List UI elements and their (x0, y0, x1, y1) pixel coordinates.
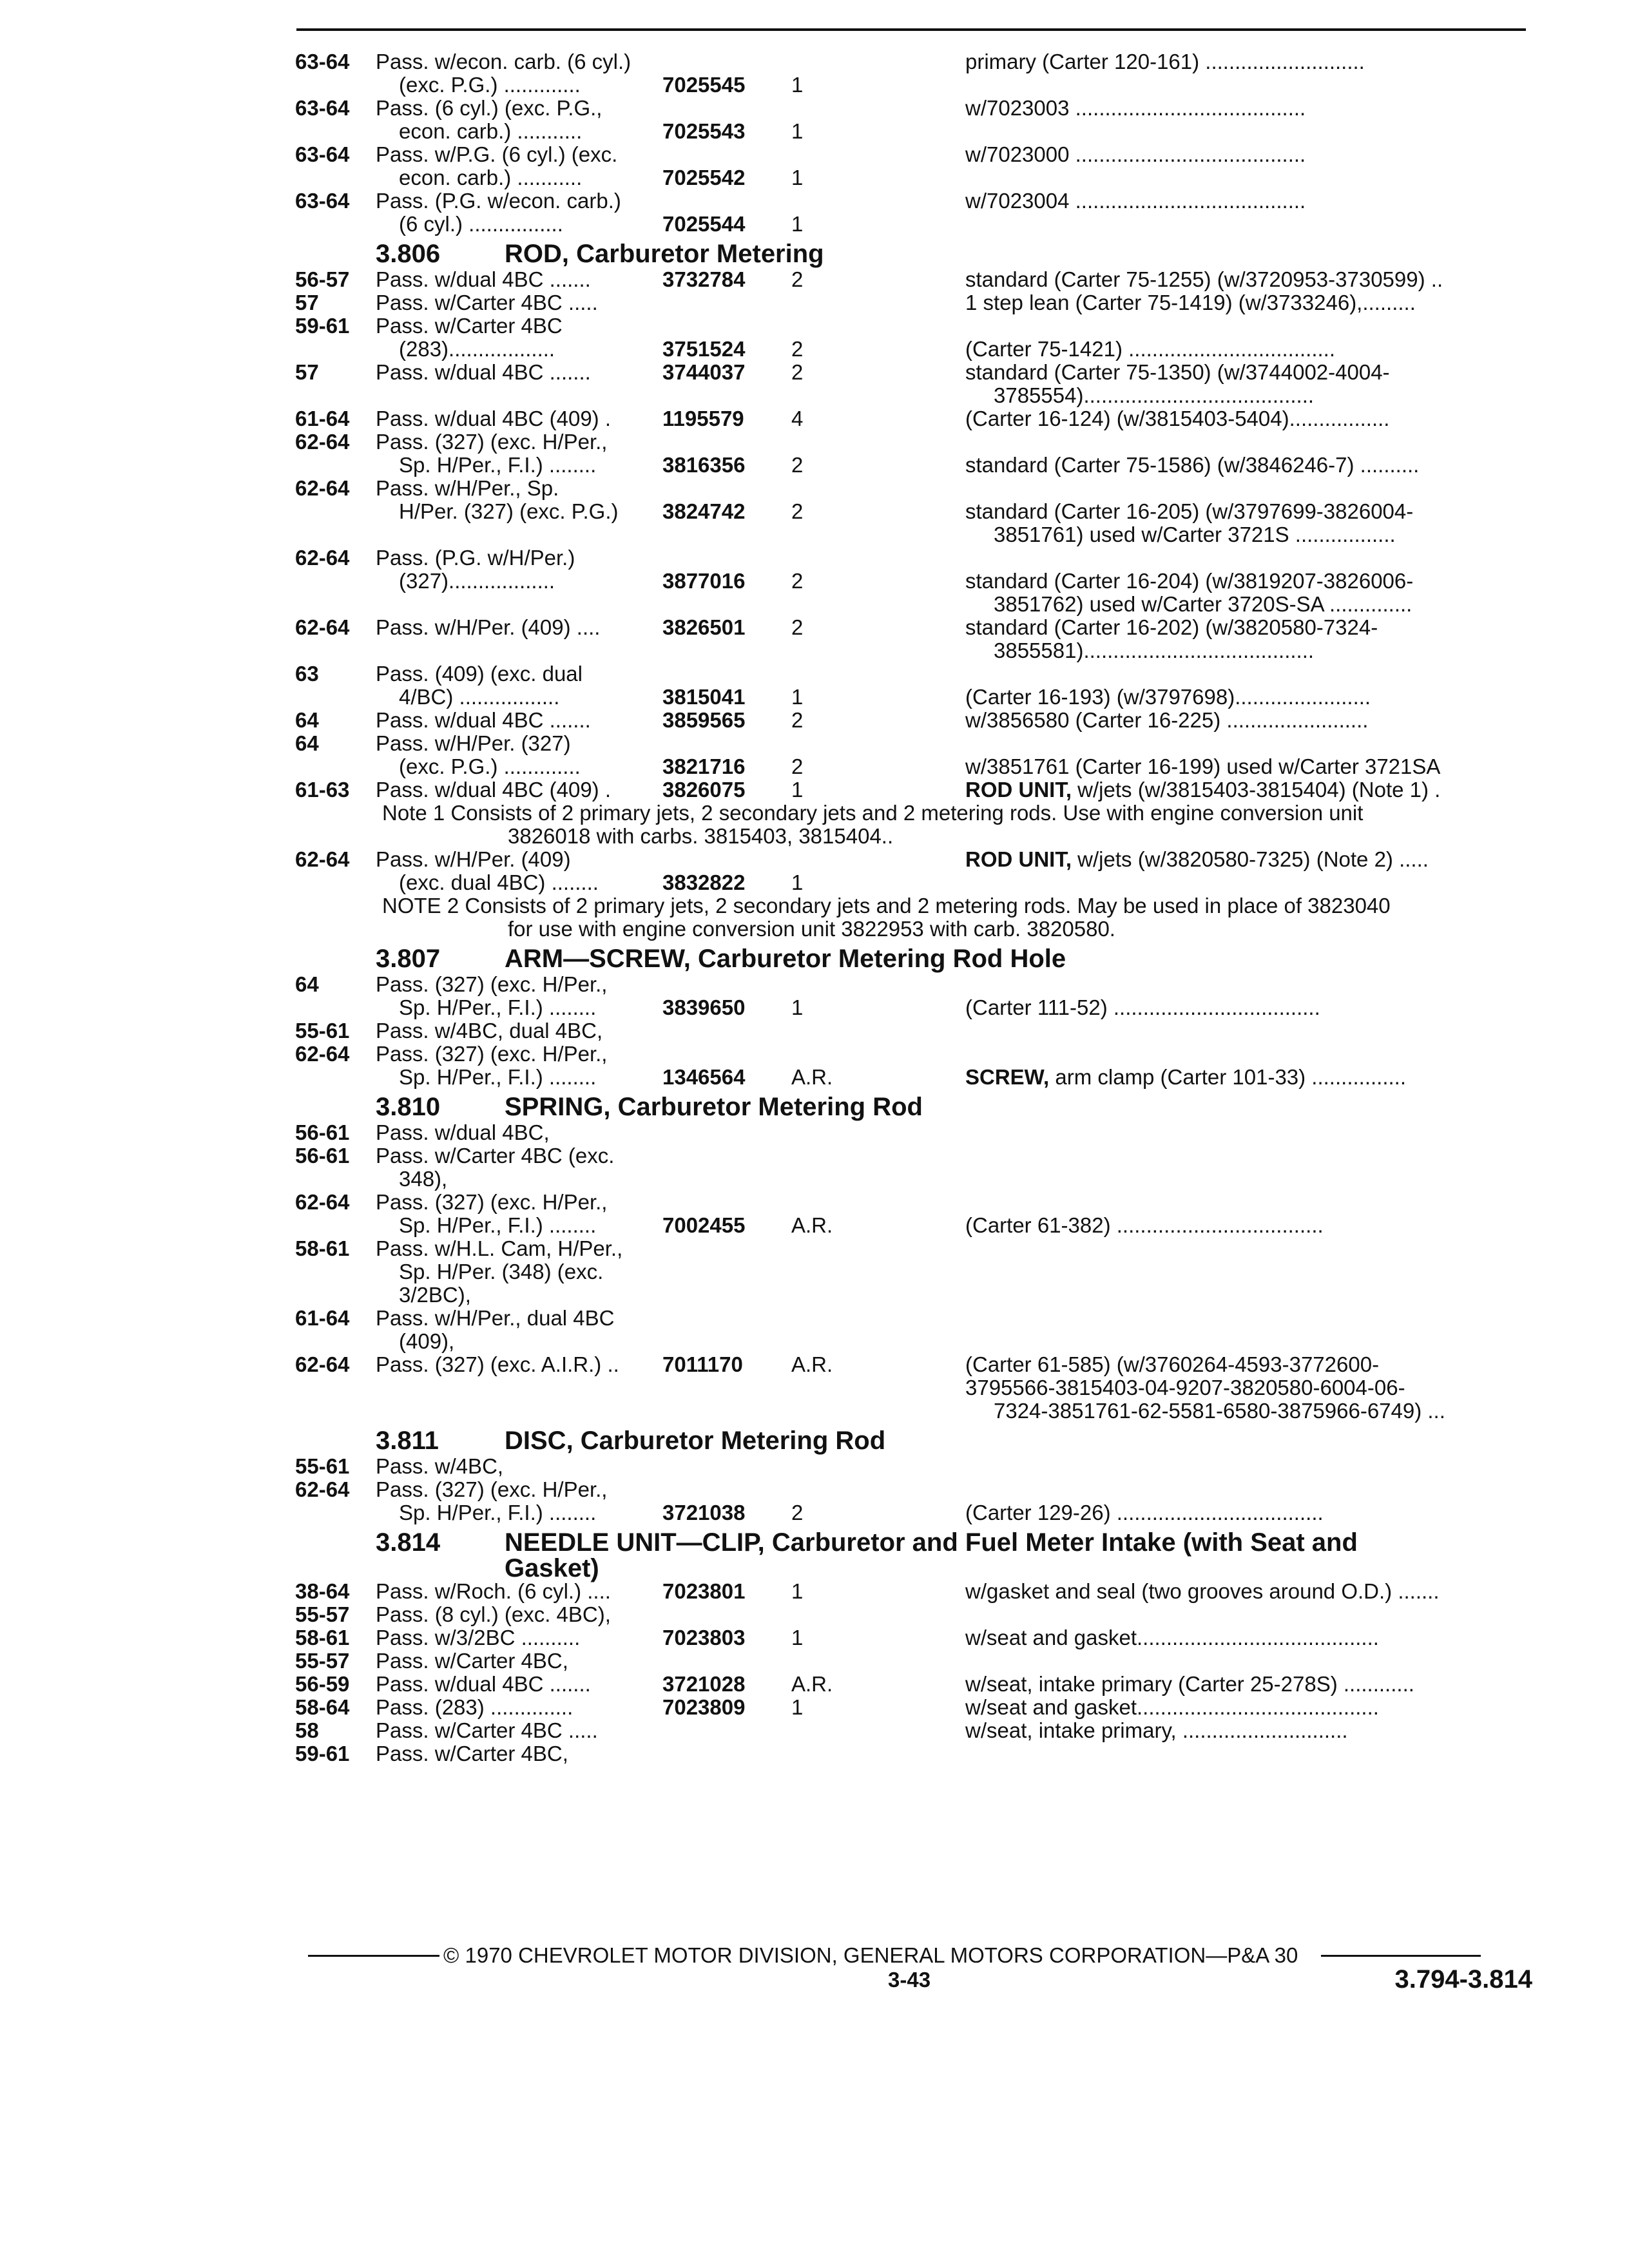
application-description: Pass. (P.G. w/H/Per.) (376, 546, 575, 570)
remarks-text: w/7023003 ....................................... (965, 96, 1306, 120)
quantity: 1 (791, 1695, 804, 1719)
application-description: Pass. w/dual 4BC (409) . (376, 778, 611, 802)
remarks-text: w/3851761 (Carter 16-199) used w/Carter 3721SA (965, 754, 1441, 778)
remarks-text: w/seat and gasket......................................... (965, 1695, 1379, 1719)
application-description: Sp. H/Per., F.I.) ........ (399, 1501, 597, 1524)
part-number: 3839650 (662, 995, 746, 1019)
application-description: Pass. w/H.L. Cam, H/Per., (376, 1236, 623, 1260)
remarks (965, 361, 1532, 384)
quantity: 2 (791, 499, 804, 523)
part-number: 7023801 (662, 1579, 746, 1603)
quantity: 2 (791, 754, 804, 778)
remarks-text: 3795566-3815403-04-9207-3820580-6004-06- (965, 1376, 1405, 1399)
model-years: 62-64 (295, 546, 350, 570)
remarks-text: 3855581)....................................... (994, 639, 1315, 662)
remarks (965, 407, 1532, 430)
table-row (295, 1191, 1532, 1237)
part-number: 3877016 (662, 569, 746, 593)
application-description: Pass. w/4BC, (376, 1454, 504, 1478)
application-description: Pass. w/dual 4BC ....... (376, 1672, 591, 1696)
part-number: 7025545 (662, 73, 746, 97)
application-description: Pass. w/Carter 4BC ..... (376, 291, 598, 314)
table-row (295, 189, 1532, 236)
quantity: 4 (791, 407, 804, 430)
model-years: 38-64 (295, 1579, 350, 1603)
remarks-text: (Carter 129-26) ................................... (965, 1501, 1324, 1524)
application-description: (exc. dual 4BC) ........ (399, 870, 599, 894)
remarks: 3851762) used w/Carter 3720S-SA .............. (994, 592, 1412, 616)
remarks (965, 1580, 1532, 1603)
model-years: 58 (295, 1718, 319, 1742)
footer-rule-right (1321, 1955, 1481, 1957)
application-description: Pass. w/H/Per., dual 4BC (376, 1306, 615, 1330)
remarks (965, 848, 1532, 871)
application-description: Pass. w/H/Per., Sp. (376, 476, 559, 500)
remarks (965, 1626, 1532, 1649)
part-number: 3721038 (662, 1501, 746, 1524)
table-row (295, 1353, 1532, 1423)
quantity: 1 (791, 778, 804, 802)
remarks (965, 709, 1532, 732)
remarks (965, 996, 1532, 1019)
table-row (295, 546, 1532, 616)
application-description: Pass. (327) (exc. A.I.R.) .. (376, 1352, 619, 1376)
application-description: Pass. (327) (exc. H/Per., (376, 972, 608, 996)
part-number: 3859565 (662, 708, 746, 732)
application-description: 4/BC) ................. (399, 685, 560, 709)
model-years: 61-63 (295, 778, 350, 802)
quantity: 2 (791, 1501, 804, 1524)
quantity: 2 (791, 569, 804, 593)
part-number: 3826501 (662, 615, 746, 639)
remarks-text: w/7023004 ....................................... (965, 189, 1306, 213)
part-number: 3826075 (662, 778, 746, 802)
note-text: 3826018 with carbs. 3815403, 3815404.. (508, 824, 894, 848)
note-text: NOTE 2 Consists of 2 primary jets, 2 secondary jets and 2 metering rods. May be used in place of 3823040 (382, 894, 1391, 918)
remarks: 7324-3851761-62-5581-6580-3875966-6749) ... (994, 1399, 1445, 1423)
model-years: 55-57 (295, 1602, 350, 1626)
part-number: 3751524 (662, 337, 746, 361)
application-description: Sp. H/Per., F.I.) ........ (399, 453, 597, 477)
remarks (965, 616, 1532, 639)
section-heading (295, 1427, 1532, 1455)
application-description: Pass. (6 cyl.) (exc. P.G., (376, 96, 602, 120)
remarks (965, 778, 1532, 802)
table-row (295, 361, 1532, 407)
section-heading (295, 1528, 1532, 1557)
model-years: 56-59 (295, 1672, 350, 1696)
quantity: 1 (791, 212, 804, 236)
part-number: 1346564 (662, 1065, 746, 1089)
table-row (295, 268, 1532, 291)
application-description: Pass. (8 cyl.) (exc. 4BC), (376, 1602, 611, 1626)
remarks (965, 1673, 1532, 1696)
quantity: 1 (791, 166, 804, 189)
part-number: 7011170 (662, 1352, 743, 1376)
remarks-text: 3785554)....................................... (994, 383, 1315, 407)
table-row (295, 1696, 1532, 1719)
footer-section-range: 3.794-3.814 (1394, 1965, 1532, 1994)
remarks-text: (Carter 111-52) ................................... (965, 995, 1320, 1019)
model-years: 56-61 (295, 1120, 350, 1144)
model-years: 62-64 (295, 476, 350, 500)
table-row (295, 1478, 1532, 1524)
remarks-text: standard (Carter 75-1255) (w/3720953-3730599) .. (965, 267, 1443, 291)
remarks-bold: ROD UNIT, (965, 778, 1072, 802)
section-number: 3.806 (376, 240, 441, 268)
top-rule (296, 28, 1526, 31)
application-description: Pass. (283) .............. (376, 1695, 574, 1719)
model-years: 56-57 (295, 267, 350, 291)
remarks-text: standard (Carter 75-1586) (w/3846246-7) .......... (965, 453, 1420, 477)
table-row (295, 1603, 1532, 1626)
application-description: Pass. w/Carter 4BC (exc. (376, 1144, 615, 1168)
application-description: Pass. w/P.G. (6 cyl.) (exc. (376, 142, 618, 166)
model-years: 64 (295, 731, 319, 755)
application-description: econ. carb.) ........... (399, 166, 583, 189)
model-years: 63-64 (295, 142, 350, 166)
quantity: 1 (791, 685, 804, 709)
table-row (295, 848, 1532, 894)
model-years: 63-64 (295, 50, 350, 73)
model-years: 63 (295, 662, 319, 686)
part-number: 3832822 (662, 870, 746, 894)
remarks (965, 1066, 1532, 1089)
model-years: 62-64 (295, 1190, 350, 1214)
model-years: 58-61 (295, 1626, 350, 1649)
table-row (295, 430, 1532, 477)
remarks-text: (Carter 75-1421) ................................... (965, 337, 1336, 361)
quantity: 1 (791, 73, 804, 97)
remarks-text: w/jets (w/3820580-7325) (Note 2) ..... (1072, 847, 1429, 871)
remarks (965, 50, 1532, 73)
remarks (965, 686, 1532, 709)
remarks-text: (Carter 61-382) ................................... (965, 1213, 1324, 1237)
model-years: 62-64 (295, 1042, 350, 1066)
quantity: 1 (791, 995, 804, 1019)
application-description: Sp. H/Per., F.I.) ........ (399, 995, 597, 1019)
application-description: Pass. w/dual 4BC, (376, 1120, 550, 1144)
remarks-text: w/seat, intake primary (Carter 25-278S) ............ (965, 1672, 1414, 1696)
model-years: 62-64 (295, 615, 350, 639)
application-description: (283).................. (399, 337, 555, 361)
part-number: 3824742 (662, 499, 746, 523)
remarks (965, 1719, 1532, 1742)
remarks (965, 1696, 1532, 1719)
remarks-text: (Carter 16-193) (w/3797698)....................... (965, 685, 1371, 709)
part-number: 3721028 (662, 1672, 746, 1696)
remarks-text: 1 step lean (Carter 75-1419) (w/3733246),......... (965, 291, 1416, 314)
remarks (965, 189, 1532, 213)
table-row (295, 662, 1532, 709)
application-description: Pass. w/Carter 4BC (376, 314, 563, 338)
quantity: A.R. (791, 1065, 833, 1089)
parts-listing (295, 50, 1532, 1765)
quantity: 2 (791, 708, 804, 732)
model-years: 61-64 (295, 1306, 350, 1330)
table-row (295, 314, 1532, 361)
footer-page-number: 3-43 (888, 1968, 931, 1992)
application-description: Pass. w/3/2BC .......... (376, 1626, 581, 1649)
table-row (295, 1307, 1532, 1353)
section-number: 3.814 (376, 1528, 441, 1557)
quantity: 1 (791, 119, 804, 143)
quantity: 2 (791, 337, 804, 361)
remarks-text: w/gasket and seal (two grooves around O.D.) ....... (965, 1579, 1440, 1603)
remarks (965, 384, 1561, 407)
table-row (295, 1019, 1532, 1043)
application-description: Pass. w/H/Per. (409) (376, 847, 571, 871)
section-number: 3.811 (376, 1427, 439, 1455)
table-row (295, 1626, 1532, 1649)
part-number: 7025542 (662, 166, 746, 189)
table-row (295, 709, 1532, 732)
model-years: 56-61 (295, 1144, 350, 1168)
table-row (295, 1649, 1532, 1673)
section-title-continued: Gasket) (505, 1554, 599, 1582)
part-number: 7023809 (662, 1695, 746, 1719)
application-description: (exc. P.G.) ............. (399, 73, 581, 97)
quantity: 1 (791, 870, 804, 894)
table-row (295, 97, 1532, 143)
table-row (295, 973, 1532, 1019)
table-row (295, 1673, 1532, 1696)
application-description: Sp. H/Per., F.I.) ........ (399, 1213, 597, 1237)
model-years: 57 (295, 291, 319, 314)
section-title: DISC, Carburetor Metering Rod (505, 1427, 886, 1455)
model-years: 63-64 (295, 96, 350, 120)
section-heading (295, 945, 1532, 973)
part-number: 3816356 (662, 453, 746, 477)
part-number: 3744037 (662, 360, 746, 384)
remarks-text: standard (Carter 16-202) (w/3820580-7324- (965, 615, 1378, 639)
application-description: Pass. w/Carter 4BC ..... (376, 1718, 598, 1742)
table-row (295, 1719, 1532, 1742)
remarks (965, 1214, 1532, 1237)
remarks (965, 454, 1532, 477)
remarks-text: (Carter 61-585) (w/3760264-4593-3772600- (965, 1352, 1380, 1376)
application-description: Pass. (327) (exc. H/Per., (376, 1477, 608, 1501)
table-row (295, 1121, 1532, 1144)
application-description: Pass. w/dual 4BC (409) . (376, 407, 611, 430)
table-row (295, 616, 1532, 662)
application-description: Pass. w/H/Per. (327) (376, 731, 571, 755)
application-description: Sp. H/Per. (348) (exc. (399, 1260, 604, 1283)
remarks (965, 500, 1532, 523)
table-row (295, 50, 1532, 97)
application-description: Pass. (409) (exc. dual (376, 662, 583, 686)
quantity: A.R. (791, 1213, 833, 1237)
application-description: econ. carb.) ........... (399, 119, 583, 143)
quantity: A.R. (791, 1672, 833, 1696)
model-years: 64 (295, 708, 319, 732)
remarks (965, 1376, 1532, 1399)
remarks (965, 291, 1532, 314)
remarks (965, 639, 1561, 662)
model-years: 61-64 (295, 407, 350, 430)
remarks (965, 338, 1532, 361)
remarks-text: w/jets (w/3815403-3815404) (Note 1) . (1072, 778, 1441, 802)
remarks-bold: SCREW, (965, 1065, 1050, 1089)
section-title: SPRING, Carburetor Metering Rod (505, 1093, 923, 1121)
model-years: 62-64 (295, 1477, 350, 1501)
table-row (295, 1043, 1532, 1089)
model-years: 55-61 (295, 1019, 350, 1043)
table-row (295, 732, 1532, 778)
part-number: 7002455 (662, 1213, 746, 1237)
part-number: 1195579 (662, 407, 744, 430)
application-description: Pass. w/econ. carb. (6 cyl.) (376, 50, 631, 73)
note-text: Note 1 Consists of 2 primary jets, 2 secondary jets and 2 metering rods. Use with engine conversion unit (382, 801, 1364, 825)
part-number: 3815041 (662, 685, 746, 709)
application-description: Pass. w/Carter 4BC, (376, 1742, 568, 1765)
remarks (965, 1353, 1532, 1376)
application-description: Pass. w/dual 4BC ....... (376, 708, 591, 732)
application-description: Pass. (327) (exc. H/Per., (376, 430, 608, 454)
remarks-text: standard (Carter 75-1350) (w/3744002-4004- (965, 360, 1390, 384)
remarks (965, 570, 1532, 593)
model-years: 64 (295, 972, 319, 996)
model-years: 55-57 (295, 1649, 350, 1673)
application-description: Pass. (327) (exc. H/Per., (376, 1190, 608, 1214)
application-description: Pass. w/Roch. (6 cyl.) .... (376, 1579, 611, 1603)
model-years: 62-64 (295, 1352, 350, 1376)
remarks-text: w/seat, intake primary, ............................ (965, 1718, 1348, 1742)
remarks-text: (Carter 16-124) (w/3815403-5404)................. (965, 407, 1390, 430)
application-description: (exc. P.G.) ............. (399, 754, 581, 778)
application-description: 3/2BC), (399, 1283, 471, 1307)
footer-rule-left (308, 1955, 439, 1957)
quantity: 1 (791, 1579, 804, 1603)
quantity: A.R. (791, 1352, 833, 1376)
model-years: 62-64 (295, 847, 350, 871)
model-years: 58-61 (295, 1236, 350, 1260)
quantity: 2 (791, 360, 804, 384)
section-number: 3.807 (376, 945, 441, 973)
application-description: Pass. (P.G. w/econ. carb.) (376, 189, 621, 213)
remarks-text: w/seat and gasket......................................... (965, 1626, 1379, 1649)
section-heading (295, 240, 1532, 268)
application-description: Pass. w/4BC, dual 4BC, (376, 1019, 603, 1043)
quantity: 2 (791, 267, 804, 291)
application-description: (327).................. (399, 569, 555, 593)
table-row (295, 1237, 1532, 1307)
table-row (295, 407, 1532, 430)
model-years: 59-61 (295, 1742, 350, 1765)
remarks (965, 1501, 1532, 1524)
model-years: 57 (295, 360, 319, 384)
application-description: 348), (399, 1167, 448, 1191)
section-title: ARM—SCREW, Carburetor Metering Rod Hole (505, 945, 1066, 973)
model-years: 59-61 (295, 314, 350, 338)
remarks-text: primary (Carter 120-161) ........................... (965, 50, 1365, 73)
application-description: Sp. H/Per., F.I.) ........ (399, 1065, 597, 1089)
quantity: 1 (791, 1626, 804, 1649)
section-number: 3.810 (376, 1093, 441, 1121)
application-description: Pass. w/H/Per. (409) .... (376, 615, 601, 639)
model-years: 63-64 (295, 189, 350, 213)
table-row (295, 1455, 1532, 1478)
application-description: H/Per. (327) (exc. P.G.) (399, 499, 619, 523)
remarks (965, 97, 1532, 120)
remarks-text: standard (Carter 16-204) (w/3819207-3826006- (965, 569, 1414, 593)
application-description: Pass. w/dual 4BC ....... (376, 360, 591, 384)
application-description: (6 cyl.) ................ (399, 212, 563, 236)
part-number: 3821716 (662, 754, 746, 778)
application-description: Pass. (327) (exc. H/Per., (376, 1042, 608, 1066)
model-years: 58-64 (295, 1695, 350, 1719)
table-row (295, 1580, 1532, 1603)
table-row (295, 1742, 1532, 1765)
model-years: 55-61 (295, 1454, 350, 1478)
table-row (295, 143, 1532, 189)
section-title: NEEDLE UNIT—CLIP, Carburetor and Fuel Meter Intake (with Seat and (505, 1528, 1358, 1557)
quantity: 2 (791, 453, 804, 477)
table-row (295, 477, 1532, 546)
application-description: Pass. w/Carter 4BC, (376, 1649, 568, 1673)
remarks-text: arm clamp (Carter 101-33) ................ (1049, 1065, 1407, 1089)
note-text: for use with engine conversion unit 3822953 with carb. 3820580. (508, 917, 1115, 941)
section-heading (295, 1093, 1532, 1121)
part-number: 3732784 (662, 267, 746, 291)
footer-copyright: © 1970 CHEVROLET MOTOR DIVISION, GENERAL MOTORS CORPORATION—P&A 30 (443, 1943, 1298, 1967)
part-number: 7025543 (662, 119, 746, 143)
remarks (965, 268, 1532, 291)
remarks-text: standard (Carter 16-205) (w/3797699-3826004- (965, 499, 1414, 523)
application-description: Pass. w/dual 4BC ....... (376, 267, 591, 291)
quantity: 2 (791, 615, 804, 639)
section-title: ROD, Carburetor Metering (505, 240, 824, 268)
remarks-bold: ROD UNIT, (965, 847, 1072, 871)
part-number: 7023803 (662, 1626, 746, 1649)
table-row (295, 1144, 1532, 1191)
remarks: 3851761) used w/Carter 3721S ................. (994, 523, 1396, 546)
table-row (295, 291, 1532, 314)
model-years: 62-64 (295, 430, 350, 454)
table-row (295, 778, 1532, 802)
remarks (965, 755, 1532, 778)
remarks-text: w/7023000 ....................................... (965, 142, 1306, 166)
remarks (965, 143, 1532, 166)
application-description: (409), (399, 1329, 455, 1353)
remarks-text: w/3856580 (Carter 16-225) ........................ (965, 708, 1369, 732)
part-number: 7025544 (662, 212, 746, 236)
